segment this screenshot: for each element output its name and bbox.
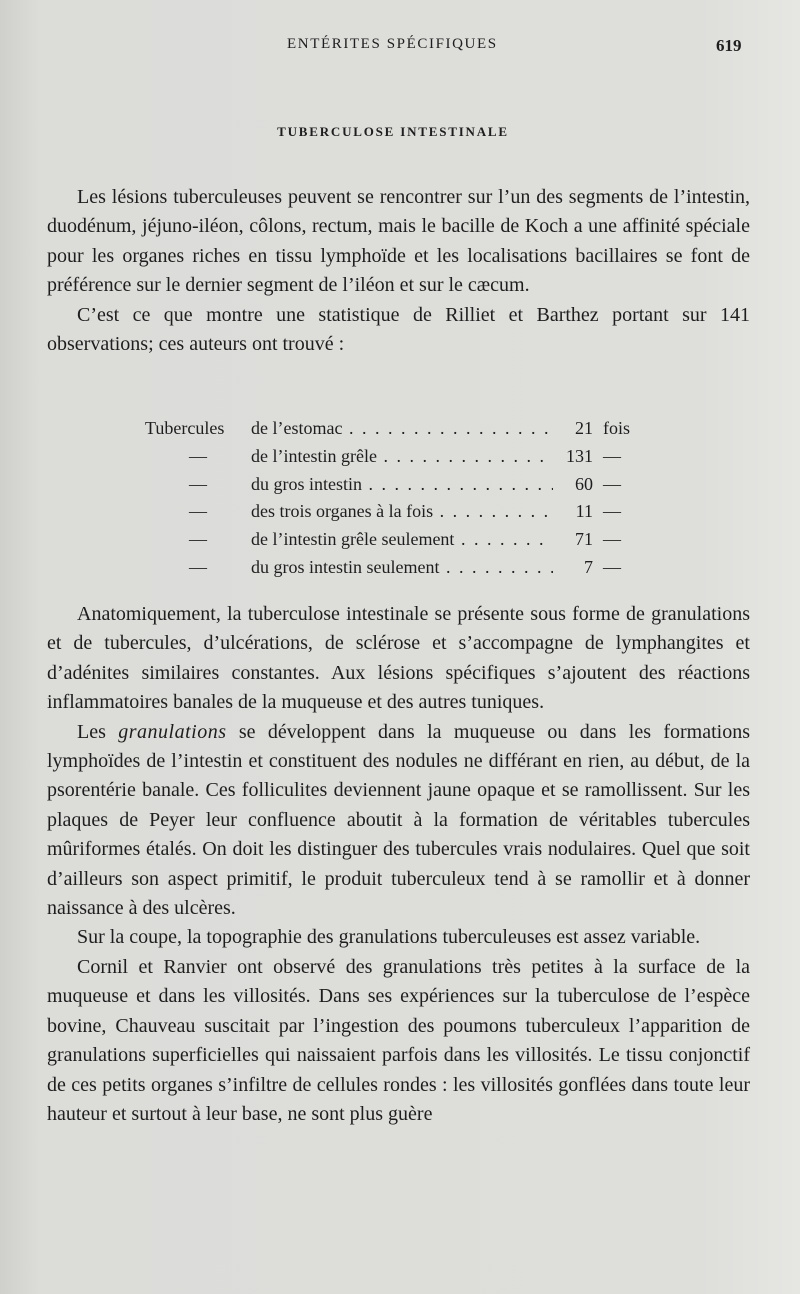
section-title-text: TUBERCULOSE INTESTINALE: [277, 124, 509, 139]
stat-prefix: —: [189, 556, 207, 577]
stat-prefix: —: [189, 473, 207, 494]
stat-label: du gros intestin seulement . . .: [251, 554, 553, 582]
paragraph: Cornil et Ranvier ont observé des granulations très petites à la surface de la muqueuse et dans les villosités. Dans ses expériences sur la tuberculose de l’espèce bovine, Chauveau suscitait par l’ingestion des poumons tuberculeux l’apparition de granulations superficielles qui naissaient parfois dans les villosités. Le tissu conjonctif de ces petits organes s’infiltre de cellules rondes : les villosités gonflées dans toute leur hauteur et surtout à leur base, ne sont plus guère: [47, 955, 750, 1125]
stat-label: du gros intestin . . .: [251, 471, 553, 499]
stat-value: 21: [575, 418, 593, 438]
stat-unit: —: [603, 556, 621, 577]
paragraph: [47, 718, 750, 924]
stat-unit: —: [603, 529, 621, 550]
section-title: [0, 124, 800, 140]
emphasis-term: granulations: [118, 720, 227, 743]
stat-row: [145, 415, 655, 443]
running-head-title: ENTÉRITES SPÉCIFIQUES: [287, 36, 498, 52]
stat-prefix: —: [189, 445, 207, 466]
paragraph: Anatomiquement, la tuberculose intestinale se présente sous forme de granulations et de tubercules, d’ulcérations, de sclérose et s’accompagne de lymphangites et d’adénites similaires constantes. Aux lésions spécifiques s’ajoutent des réactions inflammatoires banales de la muqueuse et des autres tuniques.: [47, 603, 750, 714]
paragraph: Les lésions tuberculeuses peuvent se rencontrer sur l’un des segments de l’intestin, duodénum, jéjuno-iléon, côlons, rectum, mais le bacille de Koch a une affinité spéciale pour les organes riches en tissu lymphoïde et les localisations bacillaires se font de préférence sur le dernier segment de l’iléon et sur le cæcum.: [47, 186, 750, 297]
paragraph: C’est ce que montre une statistique de Rilliet et Barthez portant sur 141 observations; ces auteurs ont trouvé :: [47, 303, 750, 356]
stat-prefix: —: [189, 501, 207, 522]
running-header: [0, 36, 800, 60]
stat-row: [145, 554, 655, 582]
stat-value: 71: [575, 529, 593, 550]
stat-value: 60: [575, 473, 593, 494]
paragraph-rest: se développent dans la muqueuse ou dans les formations lymphoïdes de l’intestin et constituent des nodules ne différant en rien, au début, de la psorentérie banale. Ces folliculites deviennent jaune opaque et se ramollissent. Sur les plaques de Peyer leur confluence aboutit à la formation de véritables tubercules mûriformes étalés. On doit les distinguer des tubercules vrais nodulaires. Quel que soit d’ailleurs son aspect primitif, le produit tuberculeux tend à se ramollir et à donner naissance à des ulcères.: [47, 720, 750, 920]
paragraph: Sur la coupe, la topographie des granulations tuberculeuses est assez variable.: [77, 926, 701, 949]
stat-value: 11: [575, 501, 593, 522]
stat-value: 131: [566, 445, 593, 466]
stat-label: de l’estomac . . .: [251, 415, 553, 443]
stat-label: de l’intestin grêle seulement . . .: [251, 526, 553, 554]
stat-unit: fois: [603, 418, 630, 438]
stat-unit: —: [603, 501, 621, 522]
stat-row: [145, 526, 655, 554]
stat-row: [145, 443, 655, 471]
page-number: 619: [716, 36, 742, 55]
stat-value: 7: [584, 556, 593, 577]
main-text: [47, 600, 750, 1129]
stat-prefix: Tubercules: [145, 418, 225, 438]
stat-row: [145, 498, 655, 526]
stat-unit: —: [603, 445, 621, 466]
statistics-table: [145, 415, 655, 582]
stat-label: des trois organes à la fois . . .: [251, 498, 553, 526]
stat-row: [145, 471, 655, 499]
stat-label: de l’intestin grêle . . .: [251, 443, 553, 471]
stat-prefix: —: [189, 529, 207, 550]
stat-unit: —: [603, 473, 621, 494]
intro-text: [47, 183, 750, 359]
paragraph-lead: Les: [77, 720, 106, 743]
